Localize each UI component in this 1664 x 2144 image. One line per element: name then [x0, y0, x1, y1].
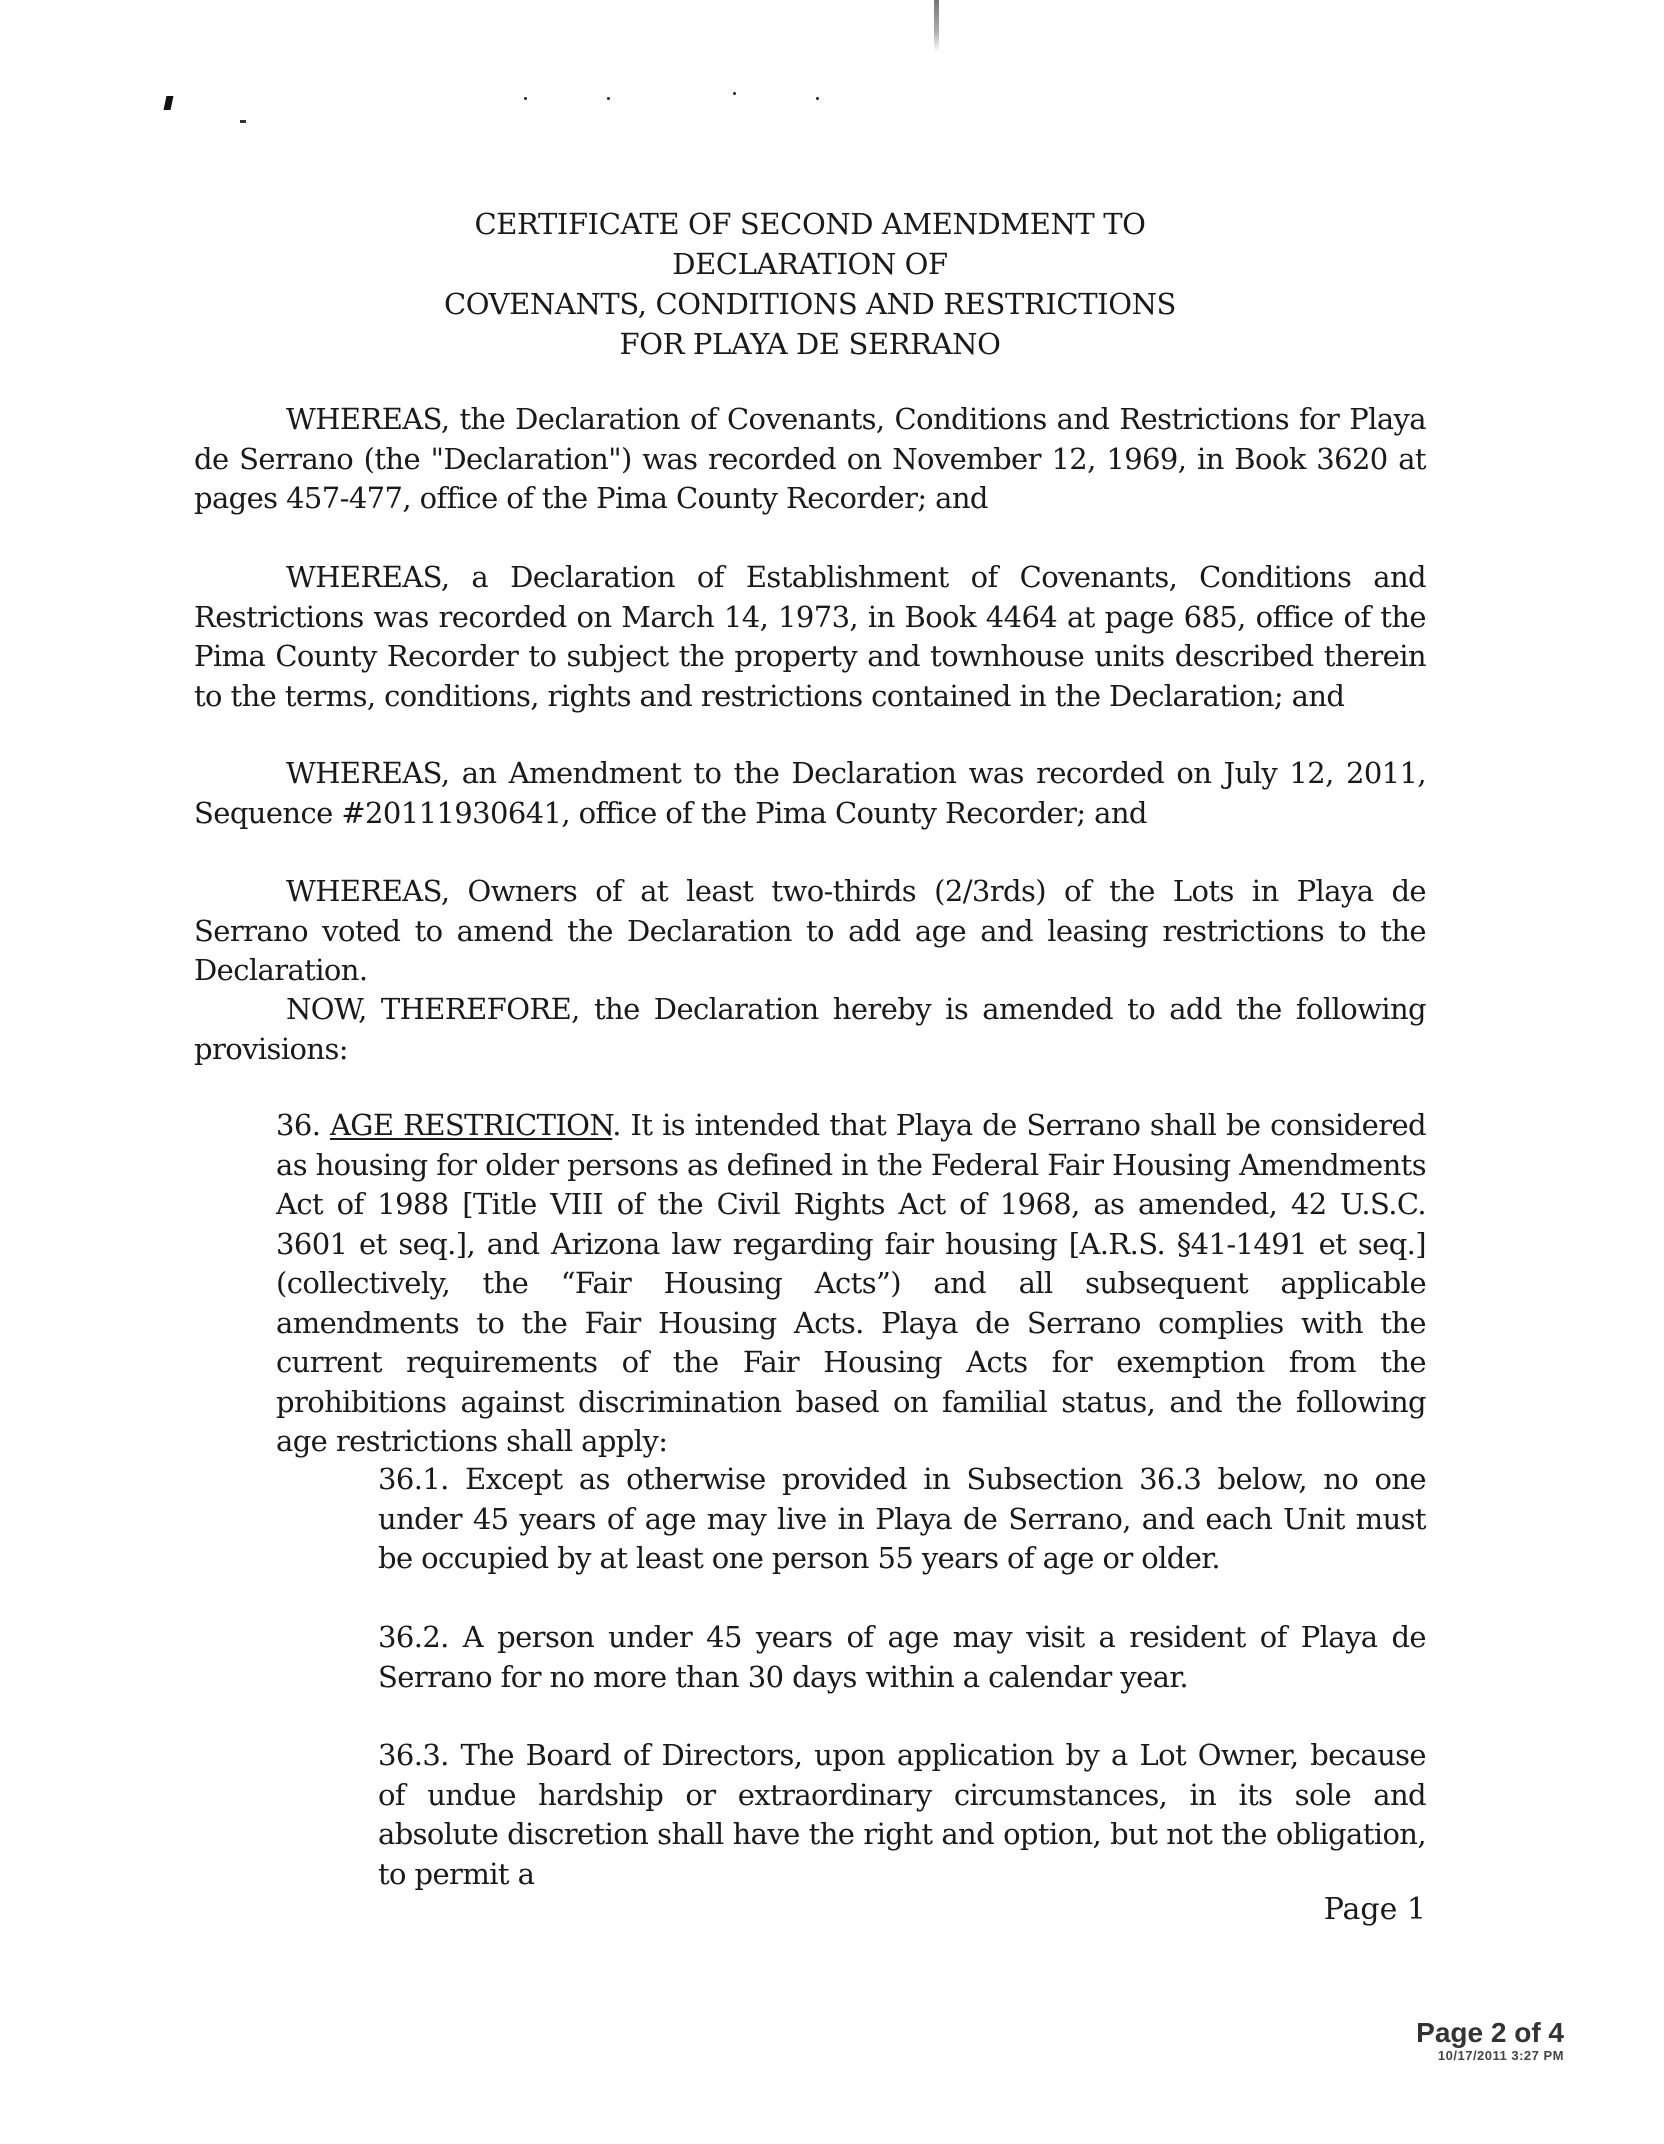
section-heading: AGE RESTRICTION: [329, 1108, 613, 1142]
recital-paragraph: WHEREAS, the Declaration of Covenants, Conditions and Restrictions for Playa de Serrano (the "Declaration") was recorded on November 12, 1969, in Book 3620 at pages 457-477, office of the Pima County Recorder; and: [194, 402, 1426, 515]
scan-mark: [240, 120, 246, 123]
section-number: 36.: [276, 1108, 330, 1142]
subsection-36-1: 36.1. Except as otherwise provided in Subsection 36.3 below, no one under 45 years of age may live in Playa de Serrano, and each Unit must be occupied by at least one person 55 years of age or older.: [378, 1462, 1426, 1575]
title-line: FOR PLAYA DE SERRANO: [619, 327, 1001, 361]
section-body: . It is intended that Playa de Serrano shall be considered as housing for older persons as defined in the Federal Fair Housing Amendments Act of 1988 [Title VIII of the Civil Rights Act of 1968, as amended, 42 U.S.C. 3601 et seq.], and Arizona law regarding fair housing [A.R.S. §41-1491 et seq.] (collectively, the “Fair Housing Acts”) and all subsequent applicable amendments to the Fair Housing Acts. Playa de Serrano complies with the current requirements of the Fair Housing Acts for exemption from the prohibitions against discrimination based on familial status, and the following age restrictions shall apply:: [276, 1108, 1426, 1458]
section-36: [276, 1106, 1426, 1462]
scan-speck: [733, 92, 736, 95]
scan-speck: [524, 97, 527, 100]
recorder-stamp: [1416, 2018, 1564, 2064]
title-line: CERTIFICATE OF SECOND AMENDMENT TO: [474, 207, 1146, 241]
recital-paragraph: WHEREAS, Owners of at least two-thirds (2/3rds) of the Lots in Playa de Serrano voted to amend the Declaration to add age and leasing restrictions to the Declaration.: [194, 874, 1426, 987]
scan-mark: [164, 96, 174, 110]
now-therefore-paragraph: NOW, THEREFORE, the Declaration hereby is amended to add the following provisions:: [194, 992, 1426, 1066]
subsection-36-3: 36.3. The Board of Directors, upon application by a Lot Owner, because of undue hardship or extraordinary circumstances, in its sole and absolute discretion shall have the right and option, but not the obligation, to permit a: [378, 1738, 1426, 1891]
scan-speck: [816, 97, 819, 100]
title-line: COVENANTS, CONDITIONS AND RESTRICTIONS: [443, 287, 1177, 321]
stamp-page-count: Page 2 of 4: [1416, 2017, 1564, 2048]
recital-paragraph: WHEREAS, an Amendment to the Declaration was recorded on July 12, 2011, Sequence #20111930641, office of the Pima County Recorder; and: [194, 756, 1426, 830]
subsection-36-2: 36.2. A person under 45 years of age may visit a resident of Playa de Serrano for no more than 30 days within a calendar year.: [378, 1620, 1426, 1694]
scan-mark: [934, 0, 939, 52]
scan-speck: [607, 97, 610, 100]
title-line: DECLARATION OF: [672, 247, 948, 281]
page-number: Page 1: [1323, 1892, 1426, 1927]
recital-paragraph: WHEREAS, a Declaration of Establishment of Covenants, Conditions and Restrictions was recorded on March 14, 1973, in Book 4464 at page 685, office of the Pima County Recorder to subject the property and townhouse units described therein to the terms, conditions, rights and restrictions contained in the Declaration; and: [194, 560, 1426, 713]
stamp-datetime: 10/17/2011 3:27 PM: [1437, 2048, 1564, 2063]
document-title: [300, 204, 1320, 364]
